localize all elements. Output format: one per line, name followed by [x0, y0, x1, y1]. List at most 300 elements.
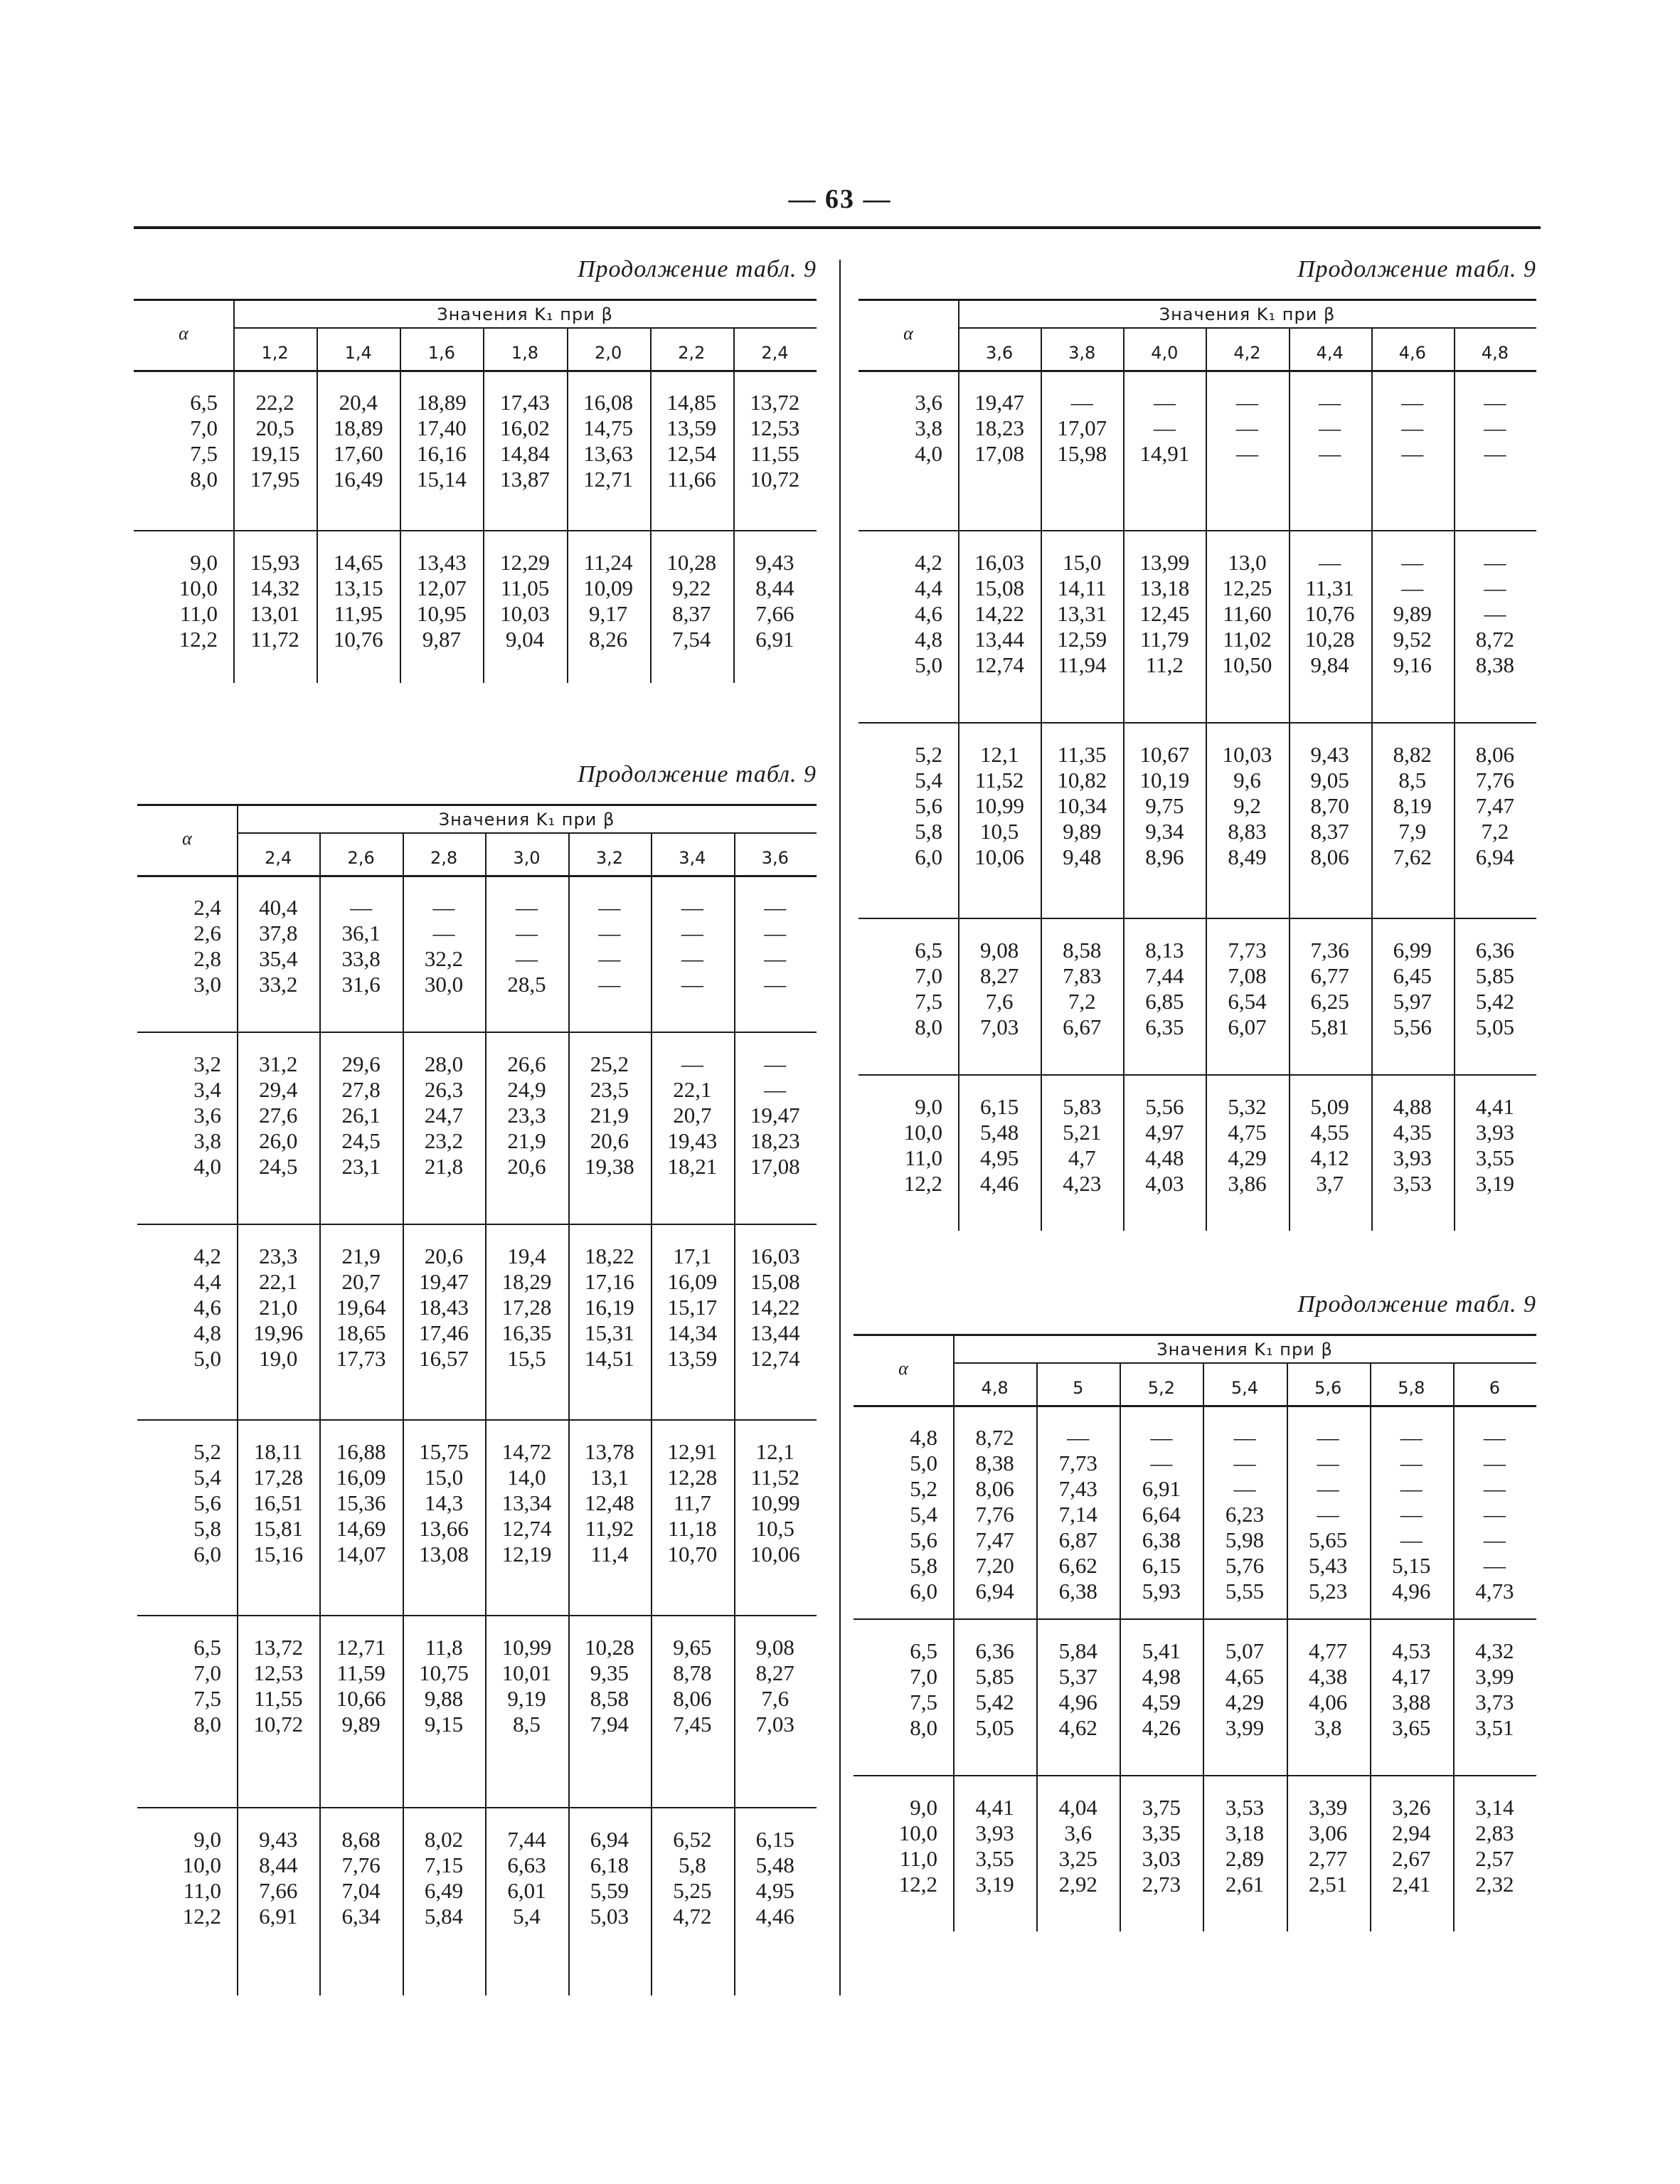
- table-cell: 9,04: [505, 627, 545, 652]
- table-cell: 11,05: [500, 576, 550, 600]
- table-cell: 26,1: [341, 1103, 381, 1128]
- table-cell: 7,76: [341, 1852, 381, 1877]
- table-cell: 11,79: [1140, 627, 1189, 652]
- alpha-value: 4,2: [193, 1244, 221, 1268]
- table-cell: —: [1233, 1451, 1256, 1475]
- beta-header: 1,8: [511, 343, 539, 363]
- table-cell: 8,83: [1228, 819, 1267, 844]
- table-cell: 19,47: [419, 1269, 469, 1294]
- table-cell: 3,86: [1228, 1171, 1267, 1196]
- table-cell: 6,07: [1228, 1014, 1267, 1039]
- table-cell: 4,46: [755, 1904, 794, 1929]
- beta-header: 5,4: [1230, 1378, 1259, 1398]
- table-cell: 5,41: [1142, 1638, 1181, 1663]
- table-cell: 40,4: [259, 895, 298, 920]
- table-cell: 8,68: [341, 1827, 381, 1852]
- alpha-value: 5,6: [910, 1527, 937, 1552]
- alpha-value: 7,0: [193, 1660, 221, 1685]
- table-cell: 17,16: [585, 1269, 634, 1294]
- table-cell: 5,32: [1228, 1094, 1267, 1119]
- column-rule: [734, 832, 735, 1995]
- table-cell: 5,07: [1225, 1638, 1265, 1663]
- table-cell: 9,08: [755, 1635, 794, 1660]
- table-cell: 26,3: [424, 1077, 464, 1102]
- table-cell: 20,4: [339, 390, 378, 415]
- table-cell: 10,09: [583, 576, 633, 600]
- table-cell: 7,03: [979, 1014, 1019, 1039]
- alpha-value: 6,5: [910, 1638, 937, 1663]
- table-cell: —: [1235, 390, 1258, 415]
- table-cell: 5,05: [975, 1715, 1014, 1740]
- alpha-header: α: [182, 828, 192, 849]
- table-cell: 12,1: [755, 1439, 794, 1464]
- table-cell: 6,94: [1475, 844, 1515, 869]
- table-cell: 6,36: [975, 1638, 1014, 1663]
- alpha-value: 6,0: [915, 844, 942, 869]
- table-cell: 7,66: [259, 1878, 298, 1903]
- column-rule: [319, 832, 321, 1995]
- table-cell: 5,81: [1310, 1014, 1349, 1039]
- table-cell: 3,03: [1142, 1846, 1181, 1871]
- table-cell: —: [598, 895, 621, 920]
- beta-header: 5,8: [1398, 1378, 1425, 1398]
- table-caption: Продолжение табл. 9: [577, 256, 817, 282]
- alpha-value: 5,2: [910, 1476, 937, 1501]
- table-grid: [858, 299, 1536, 1231]
- table-cell: 23,2: [424, 1128, 464, 1153]
- table-cell: 5,85: [975, 1664, 1014, 1689]
- table-cell: 8,26: [589, 627, 628, 652]
- table-cell: —: [1401, 576, 1424, 600]
- table-cell: —: [681, 946, 703, 971]
- alpha-value: 9,0: [193, 1827, 221, 1852]
- table-cell: 4,77: [1309, 1638, 1348, 1663]
- table-cell: 9,16: [1393, 652, 1432, 677]
- table-cell: 8,96: [1145, 844, 1184, 869]
- table-cell: 7,83: [1063, 963, 1102, 988]
- alpha-value: 4,0: [193, 1154, 221, 1179]
- table-cell: 21,9: [341, 1244, 381, 1268]
- table-cell: 5,42: [1475, 989, 1515, 1014]
- table-cell: 9,43: [1310, 742, 1349, 767]
- table-cell: 8,06: [975, 1476, 1014, 1501]
- table-cell: 24,5: [341, 1128, 381, 1153]
- table-cell: 13,87: [500, 467, 550, 492]
- alpha-value: 4,4: [193, 1269, 221, 1294]
- table-cell: 10,28: [666, 550, 717, 575]
- table-cell: 3,39: [1309, 1795, 1348, 1820]
- table-cell: 17,1: [673, 1244, 712, 1268]
- table-cell: 7,2: [1481, 819, 1509, 844]
- table-cell: —: [1401, 550, 1424, 575]
- table-cell: 8,5: [513, 1712, 541, 1737]
- table-cell: 6,63: [507, 1852, 546, 1877]
- table-cell: 12,1: [979, 742, 1019, 767]
- table-cell: 7,45: [673, 1712, 712, 1737]
- table-cell: 21,9: [507, 1128, 546, 1153]
- table-cell: 9,48: [1063, 844, 1102, 869]
- table-cell: 8,49: [1228, 844, 1267, 869]
- alpha-value: 5,2: [193, 1439, 221, 1464]
- alpha-value: 11,0: [899, 1846, 937, 1871]
- alpha-value: 4,6: [193, 1295, 221, 1320]
- table-cell: 31,6: [341, 972, 381, 997]
- table-cell: 6,94: [975, 1579, 1014, 1603]
- table-cell: 29,4: [259, 1077, 298, 1102]
- table-cell: —: [1150, 1425, 1173, 1450]
- alpha-value: 4,0: [915, 441, 942, 466]
- table-cell: 9,87: [422, 627, 461, 652]
- table-cell: 4,53: [1392, 1638, 1431, 1663]
- table-cell: 11,4: [590, 1542, 629, 1567]
- alpha-value: 3,2: [193, 1051, 221, 1076]
- header-rule: [854, 1405, 1536, 1407]
- table-cell: 18,23: [974, 415, 1024, 440]
- alpha-value: 10,0: [179, 576, 218, 600]
- table-cell: 6,64: [1142, 1502, 1181, 1527]
- table-cell: —: [1153, 390, 1176, 415]
- alpha-value: 10,0: [898, 1820, 937, 1845]
- table-cell: —: [1484, 576, 1506, 600]
- beta-header: 4,0: [1151, 343, 1179, 363]
- alpha-value: 5,2: [915, 742, 942, 767]
- table-cell: 14,75: [583, 415, 633, 440]
- table-cell: 11,72: [250, 627, 299, 652]
- table-cell: —: [1319, 441, 1341, 466]
- table-cell: 11,60: [1223, 601, 1272, 626]
- table-cell: 11,18: [668, 1516, 717, 1541]
- table-cell: —: [1319, 390, 1341, 415]
- table-cell: 7,94: [590, 1712, 629, 1737]
- table-cell: 5,98: [1225, 1527, 1265, 1552]
- table-cell: 7,6: [761, 1686, 790, 1711]
- table-cell: 19,64: [336, 1295, 386, 1320]
- table-top-rule: [134, 299, 817, 301]
- table-cell: 13,15: [333, 576, 383, 600]
- table-cell: 10,99: [750, 1490, 800, 1515]
- alpha-value: 5,4: [193, 1465, 221, 1490]
- table-cell: 11,66: [666, 467, 716, 492]
- table-cell: 4,41: [975, 1795, 1014, 1820]
- table-cell: 18,89: [333, 415, 383, 440]
- table-cell: 7,73: [1228, 938, 1267, 963]
- table-cell: 14,91: [1139, 441, 1190, 466]
- table-cell: 12,91: [667, 1439, 718, 1464]
- table-cell: 3,18: [1225, 1820, 1265, 1845]
- table-cell: 14,22: [750, 1295, 800, 1320]
- beta-header: 2,0: [595, 343, 622, 363]
- table-cell: 12,74: [501, 1516, 552, 1541]
- table-cell: 12,28: [667, 1465, 718, 1490]
- table-cell: 5,59: [590, 1878, 629, 1903]
- table-cell: —: [432, 921, 455, 945]
- table-cell: —: [598, 921, 621, 945]
- table-cell: 4,06: [1309, 1690, 1348, 1714]
- table-cell: 4,95: [755, 1878, 794, 1903]
- table-cell: 10,34: [1057, 793, 1107, 818]
- table-cell: —: [1401, 390, 1424, 415]
- table-cell: 28,5: [507, 972, 546, 997]
- table-cell: —: [1317, 1425, 1339, 1450]
- table-cell: 4,95: [979, 1145, 1019, 1170]
- table-cell: 4,17: [1392, 1664, 1431, 1689]
- table-cell: 6,94: [590, 1827, 629, 1852]
- table-cell: 9,65: [673, 1635, 712, 1660]
- table-cell: 2,94: [1392, 1820, 1431, 1845]
- header-rule: [134, 370, 817, 372]
- table-cell: 12,19: [501, 1542, 552, 1567]
- table-cell: 4,55: [1310, 1120, 1349, 1145]
- group-label-rule: [958, 327, 1536, 329]
- table-cell: 16,08: [583, 390, 633, 415]
- table-cell: 4,59: [1142, 1690, 1181, 1714]
- table-cell: 15,81: [253, 1516, 304, 1541]
- alpha-value: 8,0: [193, 1712, 221, 1737]
- table-cell: 6,91: [1142, 1476, 1181, 1501]
- table-cell: 4,26: [1142, 1715, 1181, 1740]
- table-cell: 14,69: [336, 1516, 386, 1541]
- block-separator: [137, 1224, 817, 1225]
- table-cell: 6,36: [1475, 938, 1515, 963]
- table-cell: 7,54: [672, 627, 711, 652]
- table-cell: 19,47: [974, 390, 1024, 415]
- table-cell: 4,65: [1225, 1664, 1265, 1689]
- table-cell: 5,93: [1142, 1579, 1181, 1603]
- alpha-value: 3,8: [915, 415, 942, 440]
- table-cell: 3,19: [1475, 1171, 1515, 1196]
- alpha-header: α: [898, 1358, 908, 1379]
- table-cell: 7,20: [975, 1553, 1014, 1578]
- table-cell: 6,15: [755, 1827, 794, 1852]
- table-cell: 16,09: [667, 1269, 718, 1294]
- table-cell: 37,8: [259, 921, 298, 945]
- table-cell: 3,55: [1475, 1145, 1515, 1170]
- table-cell: 8,02: [424, 1827, 464, 1852]
- table-cell: 10,76: [333, 627, 383, 652]
- table-cell: 10,99: [974, 793, 1024, 818]
- table-cell: 9,6: [1233, 768, 1261, 793]
- table-cell: 2,51: [1309, 1872, 1348, 1897]
- alpha-value: 8,0: [915, 1014, 942, 1039]
- table-cell: 3,99: [1225, 1715, 1265, 1740]
- table-cell: 4,32: [1475, 1638, 1514, 1663]
- table-cell: 5,15: [1392, 1553, 1431, 1578]
- table-cell: 2,83: [1475, 1820, 1514, 1845]
- table-cell: 10,82: [1057, 768, 1107, 793]
- beta-header: 5,2: [1147, 1378, 1175, 1398]
- table-cell: —: [598, 972, 621, 997]
- table-cell: —: [1484, 415, 1506, 440]
- table-cell: 7,04: [341, 1878, 381, 1903]
- table-cell: —: [1070, 390, 1093, 415]
- table-cell: 14,51: [585, 1346, 634, 1371]
- alpha-value: 3,0: [193, 972, 221, 997]
- table-cell: 14,22: [974, 601, 1024, 626]
- alpha-value: 2,6: [193, 921, 221, 945]
- table-cell: 33,8: [341, 946, 381, 971]
- alpha-value: 4,8: [910, 1425, 937, 1450]
- alpha-value: 9,0: [910, 1795, 937, 1820]
- table-cell: 20,6: [424, 1244, 464, 1268]
- table-cell: —: [1483, 1527, 1506, 1552]
- table-cell: 17,28: [253, 1465, 304, 1490]
- table-cell: 4,98: [1142, 1664, 1181, 1689]
- table-cell: 3,8: [1314, 1715, 1342, 1740]
- beta-header: 1,6: [427, 343, 455, 363]
- table-cell: 11,7: [673, 1490, 711, 1515]
- table-cell: 9,43: [259, 1827, 298, 1852]
- table-cell: —: [1317, 1451, 1339, 1475]
- table-cell: 8,44: [259, 1852, 298, 1877]
- table-cell: 13,59: [666, 415, 717, 440]
- table-cell: 17,07: [1057, 415, 1107, 440]
- table-cell: 33,2: [259, 972, 298, 997]
- table-cell: 7,2: [1068, 989, 1096, 1014]
- table-top-rule: [858, 299, 1536, 301]
- table-cell: 9,05: [1310, 768, 1349, 793]
- alpha-value: 5,0: [915, 652, 942, 677]
- table-cell: —: [1317, 1502, 1339, 1527]
- alpha-value: 8,0: [910, 1715, 937, 1740]
- table-cell: 4,88: [1393, 1094, 1432, 1119]
- table-cell: 11,92: [585, 1516, 634, 1541]
- table-cell: 6,15: [1142, 1553, 1181, 1578]
- table-cell: 2,92: [1058, 1872, 1097, 1897]
- table-cell: 16,03: [750, 1244, 800, 1268]
- table-cell: 3,93: [975, 1820, 1014, 1845]
- block-separator: [858, 1074, 1536, 1076]
- table-cell: 8,37: [1310, 819, 1349, 844]
- table-cell: 16,51: [253, 1490, 304, 1515]
- table-cell: 6,18: [590, 1852, 629, 1877]
- table-cell: 9,89: [341, 1712, 381, 1737]
- table-cell: 17,08: [974, 441, 1024, 466]
- alpha-value: 4,8: [193, 1320, 221, 1345]
- table-cell: 5,23: [1309, 1579, 1348, 1603]
- table-k1-beta-3-6-to-4-8: [858, 256, 1536, 1231]
- table-cell: 23,1: [341, 1154, 381, 1179]
- beta-header: 4,4: [1316, 343, 1344, 363]
- column-rule: [651, 832, 652, 1995]
- table-cell: 9,88: [424, 1686, 464, 1711]
- table-cell: 10,28: [585, 1635, 634, 1660]
- table-caption: Продолжение табл. 9: [1297, 256, 1536, 282]
- table-cell: 11,2: [1145, 652, 1184, 677]
- table-cell: 3,55: [975, 1846, 1014, 1871]
- beta-header: 1,4: [344, 343, 372, 363]
- table-cell: 23,3: [259, 1244, 298, 1268]
- table-cell: 19,43: [667, 1128, 718, 1153]
- table-cell: 3,73: [1475, 1690, 1514, 1714]
- alpha-value: 11,0: [183, 1878, 221, 1903]
- table-cell: 10,99: [501, 1635, 552, 1660]
- alpha-value: 7,0: [915, 963, 942, 988]
- table-cell: 10,75: [419, 1660, 469, 1685]
- table-cell: 13,78: [585, 1439, 634, 1464]
- table-cell: 4,29: [1225, 1690, 1265, 1714]
- table-cell: 9,17: [589, 601, 628, 626]
- table-cell: 11,94: [1057, 652, 1107, 677]
- table-cell: 10,67: [1139, 742, 1190, 767]
- table-cell: 19,47: [750, 1103, 800, 1128]
- table-cell: 10,50: [1222, 652, 1272, 677]
- block-separator: [137, 1419, 817, 1421]
- table-cell: 11,95: [334, 601, 383, 626]
- table-cell: 4,97: [1145, 1120, 1184, 1145]
- table-cell: 8,38: [1475, 652, 1515, 677]
- table-cell: 10,76: [1304, 601, 1355, 626]
- table-cell: —: [350, 895, 373, 920]
- table-cell: 4,62: [1058, 1715, 1097, 1740]
- alpha-value: 9,0: [915, 1094, 942, 1119]
- alpha-header: α: [179, 323, 188, 344]
- table-cell: —: [1150, 1451, 1173, 1475]
- table-cell: 10,03: [500, 601, 550, 626]
- table-cell: 5,85: [1475, 963, 1515, 988]
- table-cell: 16,03: [974, 550, 1024, 575]
- table-cell: 10,28: [1304, 627, 1355, 652]
- table-cell: 7,36: [1310, 938, 1349, 963]
- table-cell: —: [764, 1077, 787, 1102]
- alpha-value: 5,6: [193, 1490, 221, 1515]
- table-cell: 12,59: [1057, 627, 1107, 652]
- table-cell: 2,77: [1309, 1846, 1348, 1871]
- table-cell: 10,66: [336, 1686, 386, 1711]
- table-cell: 15,98: [1057, 441, 1107, 466]
- table-cell: 12,53: [750, 415, 800, 440]
- table-cell: —: [1483, 1451, 1506, 1475]
- alpha-value: 5,0: [193, 1346, 221, 1371]
- table-cell: 29,6: [341, 1051, 381, 1076]
- table-cell: 5,37: [1058, 1664, 1097, 1689]
- table-cell: 3,14: [1475, 1795, 1514, 1820]
- table-cell: —: [681, 895, 703, 920]
- table-cell: 7,62: [1393, 844, 1432, 869]
- table-cell: 12,71: [583, 467, 633, 492]
- table-cell: 32,2: [424, 946, 464, 971]
- table-cell: 4,38: [1309, 1664, 1348, 1689]
- table-cell: 23,3: [507, 1103, 546, 1128]
- table-cell: 21,8: [424, 1154, 464, 1179]
- alpha-value: 7,0: [190, 415, 218, 440]
- table-cell: 5,03: [590, 1904, 629, 1929]
- table-cell: 8,06: [1475, 742, 1515, 767]
- table-k1-beta-4-8-to-6: [854, 1291, 1536, 1931]
- table-cell: 18,22: [585, 1244, 634, 1268]
- table-cell: 18,29: [501, 1269, 552, 1294]
- table-cell: 15,93: [250, 550, 300, 575]
- table-cell: —: [515, 921, 538, 945]
- table-cell: 21,9: [590, 1103, 629, 1128]
- table-cell: 9,2: [1233, 793, 1261, 818]
- table-cell: 6,54: [1228, 989, 1267, 1014]
- table-cell: 2,61: [1225, 1872, 1265, 1897]
- table-cell: 18,21: [667, 1154, 718, 1179]
- table-cell: 6,15: [979, 1094, 1019, 1119]
- table-cell: 7,6: [985, 989, 1014, 1014]
- table-cell: 4,75: [1228, 1120, 1267, 1145]
- block-separator: [858, 530, 1536, 531]
- table-cell: 9,43: [755, 550, 794, 575]
- table-cell: —: [1317, 1476, 1339, 1501]
- table-cell: 4,03: [1145, 1171, 1184, 1196]
- table-cell: 4,73: [1475, 1579, 1514, 1603]
- table-grid: [854, 1334, 1536, 1931]
- table-cell: —: [1401, 415, 1424, 440]
- table-cell: 6,23: [1225, 1502, 1265, 1527]
- table-cell: 3,75: [1142, 1795, 1181, 1820]
- table-cell: 2,41: [1392, 1872, 1431, 1897]
